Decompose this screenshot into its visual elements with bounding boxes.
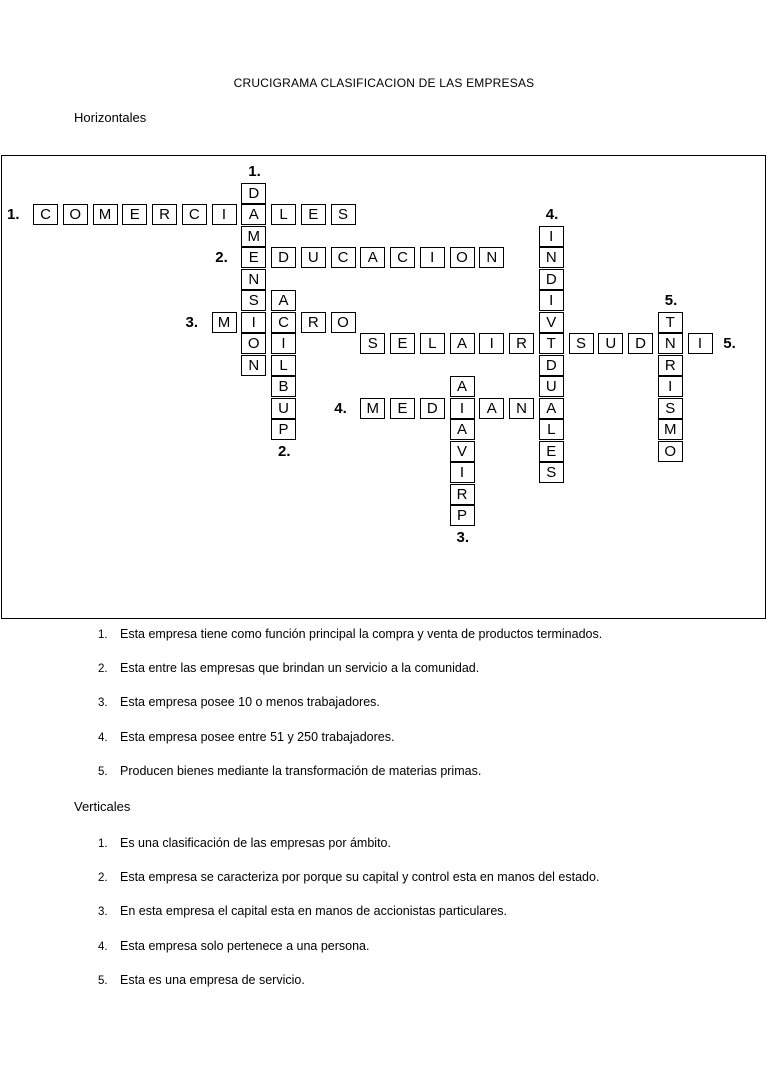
crossword-cell: U [301,247,326,268]
crossword-cell: N [241,269,266,290]
crossword-cell: E [122,204,147,225]
crossword-cell: L [271,204,296,225]
horizontal-clue: 2. Esta entre las empresas que brindan un servicio a la comunidad. [98,661,480,675]
crossword-cell: A [539,398,564,419]
clue-number-v4: 4. [545,206,559,223]
crossword-cell: R [509,333,534,354]
vertical-clue: 3. En esta empresa el capital esta en manos de accionistas particulares. [98,904,508,918]
crossword-cell: M [241,226,266,247]
crossword-cell: C [390,247,415,268]
crossword-cell: I [658,376,683,397]
crossword-cell: I [539,226,564,247]
crossword-cell: D [271,247,296,268]
clue-number-h2: 2. [215,249,228,266]
horizontal-heading: Horizontales [74,110,147,125]
crossword-cell: N [241,355,266,376]
crossword-cell: D [241,183,266,204]
crossword-cell: U [539,376,564,397]
crossword-cell: U [271,398,296,419]
crossword-cell: B [271,376,296,397]
crossword-cell: E [241,247,266,268]
crossword-cell: U [598,333,623,354]
crossword-cell: O [331,312,356,333]
crossword-cell: A [450,333,475,354]
crossword-cell: I [539,290,564,311]
crossword-cell: A [241,204,266,225]
clue-number-h1: 1. [7,206,20,223]
crossword-cell: E [301,204,326,225]
crossword-cell: T [658,312,683,333]
clue-number-h4: 4. [334,399,347,417]
crossword-cell: M [93,204,118,225]
crossword-cell: O [241,333,266,354]
clue-number-h5: 5. [723,335,736,352]
vertical-clue: 1. Es una clasificación de las empresas por ámbito. [98,836,391,850]
crossword-cell: R [152,204,177,225]
crossword-cell: N [509,398,534,419]
clue-number-v5: 5. [664,292,678,309]
crossword-cell: M [212,312,237,333]
crossword-cell: I [479,333,504,354]
crossword-cell: M [658,419,683,440]
horizontal-clue: 5. Producen bienes mediante la transformación de materias primas. [98,764,482,778]
crossword-cell: C [33,204,58,225]
crossword-cell: T [539,333,564,354]
crossword-cell: I [212,204,237,225]
crossword-cell: C [331,247,356,268]
crossword-cell: L [539,419,564,440]
crossword-cell: A [479,398,504,419]
crossword-cell: A [360,247,385,268]
crossword-cell: R [301,312,326,333]
crossword-cell: V [539,312,564,333]
crossword-cell: E [390,333,415,354]
crossword-grid [1,155,766,619]
crossword-cell: L [420,333,445,354]
vertical-heading: Verticales [74,799,131,814]
crossword-cell: E [390,398,415,419]
crossword-cell: R [450,484,475,505]
crossword-cell: D [420,398,445,419]
vertical-clue: 5. Esta es una empresa de servicio. [98,973,305,987]
crossword-cell: O [63,204,88,225]
crossword-cell: V [450,441,475,462]
vertical-clue: 4. Esta empresa solo pertenece a una persona. [98,939,370,953]
crossword-cell: O [658,441,683,462]
crossword-cell: C [182,204,207,225]
crossword-cell: O [450,247,475,268]
crossword-cell: P [271,419,296,440]
crossword-cell: N [658,333,683,354]
crossword-cell: M [360,398,385,419]
crossword-cell: C [271,312,296,333]
clue-number-v2: 2. [278,442,291,460]
crossword-cell: I [450,398,475,419]
crossword-cell: A [450,419,475,440]
page-title: CRUCIGRAMA CLASIFICACION DE LAS EMPRESAS [233,76,535,90]
horizontal-clue: 1. Esta empresa tiene como función principal la compra y venta de productos terminados. [98,627,603,641]
crossword-cell: S [331,204,356,225]
horizontal-clue: 3. Esta empresa posee 10 o menos trabajadores. [98,695,380,709]
crossword-cell: D [628,333,653,354]
crossword-cell: D [539,269,564,290]
crossword-cell: P [450,505,475,526]
clue-number-h3: 3. [185,313,199,331]
clue-number-v3: 3. [456,528,470,546]
crossword-cell: S [539,462,564,483]
crossword-cell: I [688,333,713,354]
crossword-cell: S [658,398,683,419]
crossword-cell: I [241,312,266,333]
crossword-cell: S [569,333,594,354]
crossword-cell: I [450,462,475,483]
crossword-cell: S [360,333,385,354]
crossword-cell: N [479,247,504,268]
crossword-cell: A [450,376,475,397]
crossword-cell: I [420,247,445,268]
crossword-cell: A [271,290,296,311]
horizontal-clue: 4. Esta empresa posee entre 51 y 250 trabajadores. [98,730,395,744]
crossword-cell: D [539,355,564,376]
clue-number-v1: 1. [248,163,261,180]
crossword-cell: I [271,333,296,354]
crossword-cell: L [271,355,296,376]
crossword-cell: R [658,355,683,376]
vertical-clue: 2. Esta empresa se caracteriza por porque su capital y control esta en manos del estado. [98,870,600,884]
crossword-cell: E [539,441,564,462]
crossword-cell: S [241,290,266,311]
crossword-cell: N [539,247,564,268]
